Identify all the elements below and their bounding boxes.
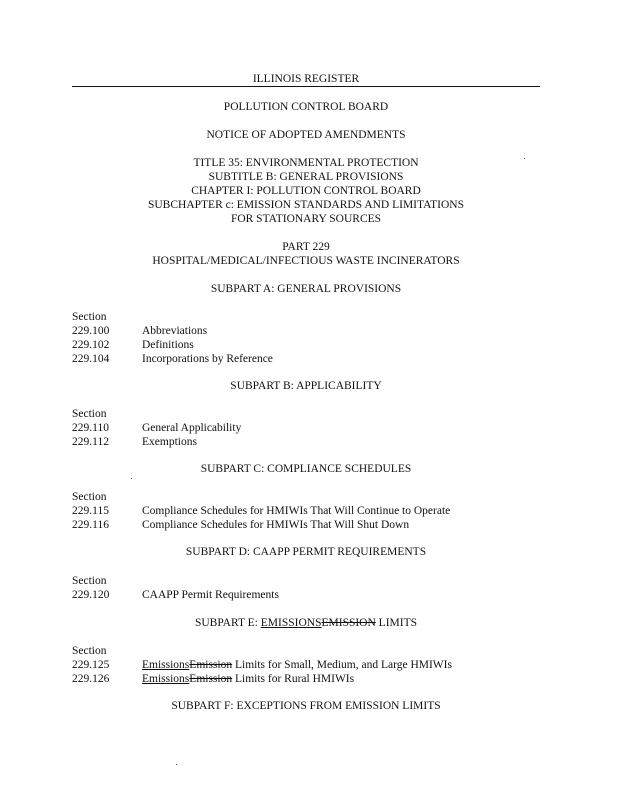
- section-label: Section: [72, 491, 107, 503]
- part-title-heading: HOSPITAL/MEDICAL/INFECTIOUS WASTE INCINERATORS: [152, 255, 460, 267]
- section-label: Section: [72, 408, 107, 420]
- deleted-text: Emission: [189, 659, 233, 671]
- subpart-b-heading: SUBPART B: APPLICABILITY: [230, 380, 382, 392]
- subpart-f-heading: SUBPART F: EXCEPTIONS FROM EMISSION LIMITS: [171, 700, 441, 712]
- subpart-d-heading: SUBPART D: CAAPP PERMIT REQUIREMENTS: [185, 546, 427, 558]
- subpart-c-heading: SUBPART C: COMPLIANCE SCHEDULES: [200, 463, 412, 475]
- inserted-text: Emissions: [142, 659, 190, 671]
- header-rule: [72, 86, 540, 87]
- scan-speck: [524, 158, 525, 159]
- section-title: CAAPP Permit Requirements: [142, 589, 279, 601]
- subchapter-heading: SUBCHAPTER c: EMISSION STANDARDS AND LIMITATIONS: [147, 199, 465, 211]
- subpart-e-prefix: SUBPART E:: [194, 617, 261, 629]
- section-number: 229.116: [72, 519, 109, 531]
- section-label: Section: [72, 575, 107, 587]
- subpart-e-suffix: LIMITS: [375, 617, 418, 629]
- subchapter-heading-cont: FOR STATIONARY SOURCES: [230, 213, 382, 225]
- section-title: Compliance Schedules for HMIWIs That Will Shut Down: [142, 519, 410, 531]
- table-row: [72, 588, 279, 602]
- section-title: Abbreviations: [142, 325, 208, 337]
- section-number: 229.102: [72, 339, 110, 351]
- section-title: Definitions: [142, 339, 194, 351]
- section-number: 229.100: [72, 325, 110, 337]
- table-row: [72, 504, 450, 518]
- chapter-heading: CHAPTER I: POLLUTION CONTROL BOARD: [191, 185, 421, 197]
- register-header: ILLINOIS REGISTER: [252, 73, 360, 85]
- table-row: [72, 518, 409, 532]
- deleted-text: EMISSION: [321, 617, 376, 629]
- inserted-text: Emissions: [142, 673, 190, 685]
- section-number: 229.104: [72, 353, 110, 365]
- section-title: Exemptions: [142, 436, 197, 448]
- section-number: 229.126: [72, 673, 110, 685]
- scan-speck: [176, 764, 177, 765]
- title-heading: TITLE 35: ENVIRONMENTAL PROTECTION: [193, 157, 419, 169]
- section-title: Compliance Schedules for HMIWIs That Will Continue to Operate: [142, 505, 451, 517]
- part-heading: PART 229: [282, 241, 330, 253]
- table-row: [72, 658, 452, 672]
- section-number: 229.125: [72, 659, 110, 671]
- notice-heading: NOTICE OF ADOPTED AMENDMENTS: [206, 129, 406, 141]
- subtitle-heading: SUBTITLE B: GENERAL PROVISIONS: [208, 171, 404, 183]
- inserted-text: EMISSIONS: [260, 617, 322, 629]
- scan-speck: [131, 478, 132, 479]
- section-label: Section: [72, 645, 107, 657]
- section-title: Limits for Rural HMIWIs: [232, 673, 355, 685]
- section-label: Section: [72, 311, 107, 323]
- section-number: 229.112: [72, 436, 109, 448]
- board-heading: POLLUTION CONTROL BOARD: [223, 101, 389, 113]
- table-row: [72, 338, 194, 352]
- table-row: [72, 672, 354, 686]
- subpart-a-heading: SUBPART A: GENERAL PROVISIONS: [210, 283, 402, 295]
- table-row: [72, 435, 197, 449]
- table-row: [72, 352, 273, 366]
- table-row: [72, 421, 241, 435]
- section-number: 229.115: [72, 505, 109, 517]
- section-title: Incorporations by Reference: [142, 353, 273, 365]
- subpart-e-heading: [72, 616, 540, 630]
- section-title: General Applicability: [142, 422, 242, 434]
- section-number: 229.110: [72, 422, 109, 434]
- section-title: Limits for Small, Medium, and Large HMIWIs: [232, 659, 452, 671]
- deleted-text: Emission: [189, 673, 233, 685]
- section-number: 229.120: [72, 589, 110, 601]
- table-row: [72, 324, 207, 338]
